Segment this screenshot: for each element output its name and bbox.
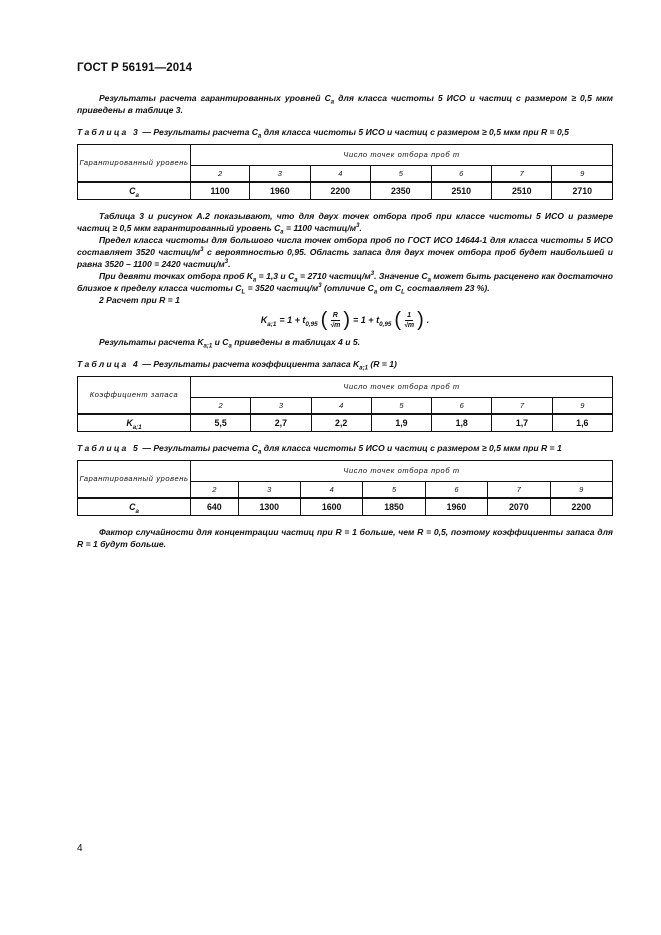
formula-term1: = $1 + t_{0,95}$ <box>279 315 318 328</box>
table-cell: 2510 <box>431 182 491 200</box>
table5 <box>77 460 613 516</box>
table-col: 7 <box>492 398 552 415</box>
table-cell: 2,7 <box>251 414 311 432</box>
page-content <box>77 92 613 550</box>
table-cell: 1,6 <box>552 414 612 432</box>
table-col: 4 <box>310 166 370 183</box>
paren-open: ( <box>394 309 401 331</box>
paren-close: ) <box>417 309 424 331</box>
paragraph-table3-analysis: Таблица 3 и рисунок А.2 показывают, что для двух точек отбора проб при классе чистоты 5 ИСО и размере частиц ≥ 0,5 мкм гарантированный уровень $C_a = 1100$ частиц/$м^3$. <box>77 211 613 236</box>
table-cell: 1960 <box>250 182 310 200</box>
table-col: 6 <box>431 166 491 183</box>
table-cell: 2510 <box>492 182 552 200</box>
table-col: 5 <box>371 398 431 415</box>
table-cell: 1,9 <box>371 414 431 432</box>
table-cell: 2070 <box>488 498 550 516</box>
table-col: 2 <box>191 398 251 415</box>
table-cell: 1850 <box>363 498 425 516</box>
paragraph-class-limit: Предел класса чистоты для большого числа точек отбора проб по ГОСТ ИСО 14644-1 для класса чистоты 5 ИСО составляет 3520 частиц/$м^3$ с вероятностью 0,95. Область запаса для двух точек отбора проб будет наибольшей и равна 3520 – 1100 = 2420 частиц/$м^3$. <box>77 235 613 269</box>
table-col: 7 <box>492 166 552 183</box>
table3-row-header: Гарантированный уровень <box>78 145 191 183</box>
table4-col-header: Число точек отбора проб m <box>191 377 613 398</box>
formula-fraction-1: $\frac{R}{√m}$ <box>330 311 341 329</box>
table-row <box>78 414 613 432</box>
table-cell: 2710 <box>552 182 613 200</box>
paragraph-nine-points: При девяти точках отбора проб $K_a = 1,3$ и $C_a = 2710$ частиц/$м^3$. Значение $C_a$ может быть расценено как достаточно близкое к пределу класса чистоты $C_L = 3520$ частиц/$м^3$ (отличие $C_a$ от $C_L$ составляет 23 %). <box>77 271 613 296</box>
table-cell: 1300 <box>238 498 300 516</box>
table3 <box>77 144 613 200</box>
table-cell: 1,7 <box>492 414 552 432</box>
table5-caption: Таблица 5 — Результаты расчета $C_a$ для класса чистоты 5 ИСО и частиц с размером ≥ 0,5 мкм при R = 1 <box>77 443 562 456</box>
table-cell: 5,5 <box>191 414 251 432</box>
table-cell: 640 <box>191 498 239 516</box>
formula-end: . <box>426 315 430 325</box>
table-col: 6 <box>425 482 487 499</box>
table-cell: 2350 <box>371 182 431 200</box>
paragraph-intro: Результаты расчета гарантированных уровней $C_a$ для класса чистоты 5 ИСО и частиц с размером ≥ 0,5 мкм приведены в таблице 3. <box>77 93 613 115</box>
table-cell: 2200 <box>310 182 370 200</box>
table5-col-header: Число точек отбора проб m <box>191 461 613 482</box>
table-col: 9 <box>550 482 612 499</box>
table-cell: 2,2 <box>311 414 371 432</box>
table-col: 6 <box>432 398 492 415</box>
table-col: 3 <box>251 398 311 415</box>
table4-row-label: $K_{a;1}$ <box>78 414 191 432</box>
table4-row-header: Коэффициент запаса <box>78 377 191 415</box>
page-number: 4 <box>77 843 83 854</box>
table-col: 3 <box>238 482 300 499</box>
formula-fraction-2: $\frac{1}{√m}$ <box>404 311 415 329</box>
table-col: 2 <box>191 166 250 183</box>
table-col: 5 <box>363 482 425 499</box>
table3-caption: Таблица 3 — Результаты расчета $C_a$ для класса чистоты 5 ИСО и частиц с размером ≥ 0,5 мкм при R = 0,5 <box>77 127 569 140</box>
table-cell: 1100 <box>191 182 250 200</box>
table-row <box>78 182 613 200</box>
paren-close: ) <box>343 309 351 331</box>
table3-col-header: Число точек отбора проб m <box>191 145 613 166</box>
paragraph-results-ref: Результаты расчета $K_{a;1}$ и $C_a$ приведены в таблицах 4 и 5. <box>99 337 361 350</box>
table-row <box>78 498 613 516</box>
table-col: 4 <box>300 482 362 499</box>
paragraph-calc-heading: 2 Расчет при R = 1 <box>99 295 180 305</box>
formula-k-a1 <box>77 310 613 330</box>
table-col: 7 <box>488 482 550 499</box>
table-col: 3 <box>250 166 310 183</box>
paragraph-conclusion: Фактор случайности для концентрации частиц при R = 1 больше, чем R = 0,5, поэтому коэффициенты запаса для R = 1 будут больше. <box>77 527 613 549</box>
table-cell: 1960 <box>425 498 487 516</box>
table-cell: 2200 <box>550 498 612 516</box>
table-cell: 1,8 <box>432 414 492 432</box>
table-col: 4 <box>311 398 371 415</box>
table3-row-label: $C_a$ <box>78 182 191 200</box>
table-col: 2 <box>191 482 239 499</box>
table-cell: 1600 <box>300 498 362 516</box>
table5-row-header: Гарантированный уровень <box>78 461 191 499</box>
table5-row-label: $C_a$ <box>78 498 191 516</box>
formula-lhs: $K_{a;1}$ <box>260 315 277 328</box>
table-col: 5 <box>371 166 431 183</box>
table-col: 9 <box>552 166 613 183</box>
table4-caption: Таблица 4 — Результаты расчета коэффициента запаса $K_{a;1}$ (R = 1) <box>77 359 397 372</box>
table-col: 9 <box>552 398 612 415</box>
table4 <box>77 376 613 432</box>
paren-open: ( <box>320 309 328 331</box>
formula-term2: = $1 + t_{0,95}$ <box>353 315 392 328</box>
document-header: ГОСТ Р 56191—2014 <box>77 62 193 74</box>
